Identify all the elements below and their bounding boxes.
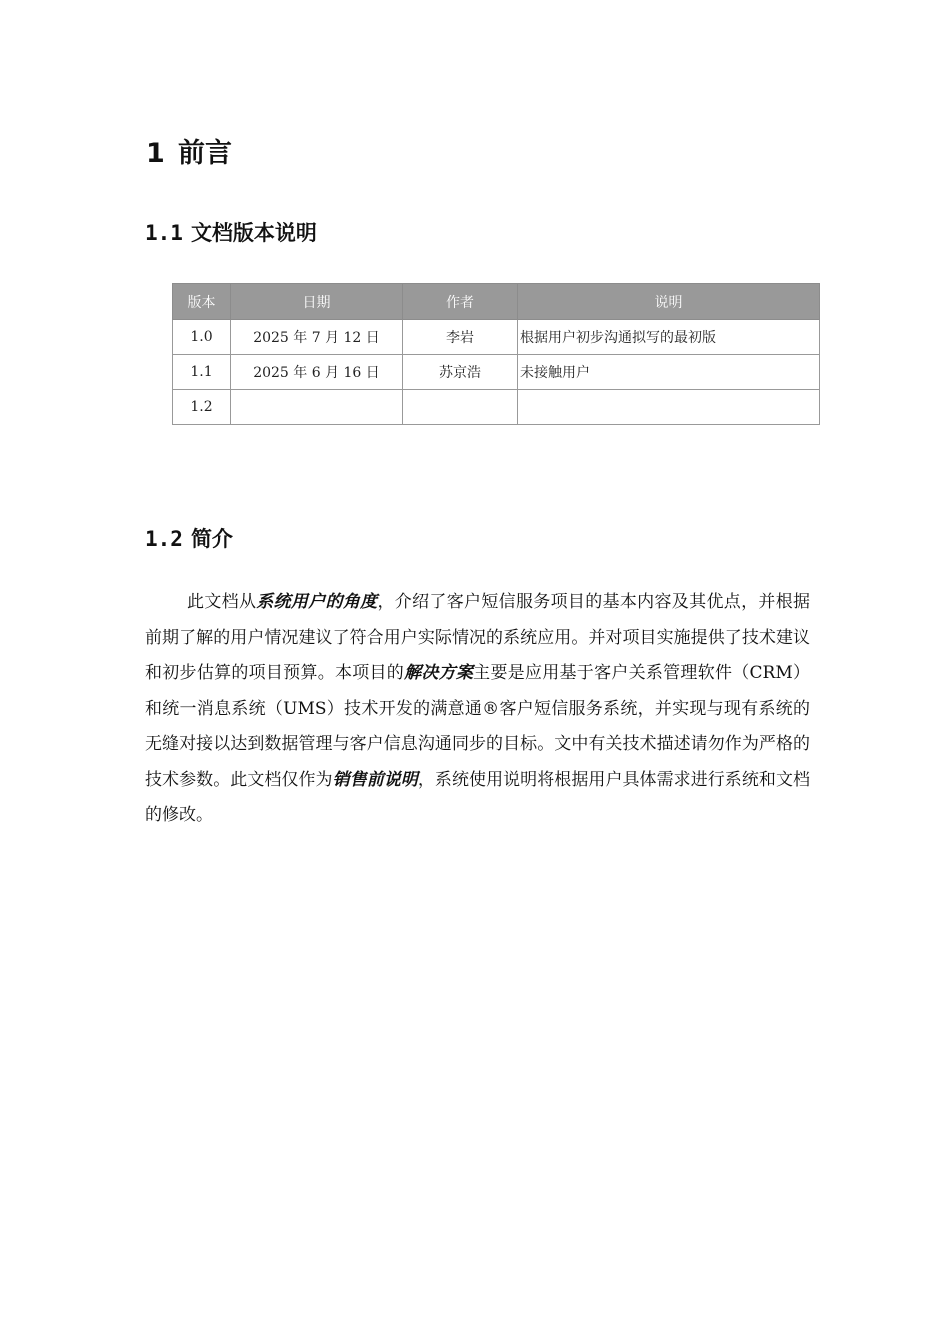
section-number: 1.2 xyxy=(145,527,183,551)
section-heading-version xyxy=(145,218,317,248)
emphasis-presales: 销售前说明 xyxy=(332,769,418,790)
intro-text: 主要是应用基于客户关系管理软件（CRM）和统一消息系统（UMS）技术开发的满意通®客户短信服务系统，并实现与现有系统的无缝对接以达到数据管理与客户信息沟通同步的目标。文中有关技术描述请勿作为严格的技术参数。此文档仅作为 xyxy=(145,663,811,790)
section-title: 文档版本说明 xyxy=(190,221,317,245)
header-description: 说明 xyxy=(518,284,820,320)
intro-paragraph xyxy=(145,585,810,834)
cell-description: 根据用户初步沟通拟写的最初版 xyxy=(518,320,820,355)
table-row xyxy=(173,355,820,390)
version-table xyxy=(172,283,820,425)
cell-date: 2025 年 7 月 12 日 xyxy=(231,320,403,355)
table-header-row xyxy=(173,284,820,320)
intro-text: 此文档从 xyxy=(187,592,257,612)
chapter-heading xyxy=(146,134,232,174)
cell-description: 未接触用户 xyxy=(518,355,820,390)
section-number: 1.1 xyxy=(145,221,183,245)
chapter-number: 1 xyxy=(146,138,165,169)
cell-author xyxy=(403,390,518,425)
intro-text: ，介绍了客户短信服务项目的基本内容及其优点，并根据前期了解的用户情况建议了符合用户实际情况的系统应用。并对项目实施提供了技术建议和初步估算的项目预算。本项目的 xyxy=(145,592,811,683)
chapter-title: 前言 xyxy=(178,138,232,169)
emphasis-user-perspective: 系统用户的角度 xyxy=(256,592,378,612)
cell-description xyxy=(518,390,820,425)
cell-date xyxy=(231,390,403,425)
section-heading-intro xyxy=(145,524,233,554)
cell-version: 1.0 xyxy=(173,320,231,355)
cell-author: 李岩 xyxy=(403,320,518,355)
cell-date: 2025 年 6 月 16 日 xyxy=(231,355,403,390)
header-author: 作者 xyxy=(403,284,518,320)
header-version: 版本 xyxy=(173,284,231,320)
section-title: 简介 xyxy=(190,527,233,551)
table-row xyxy=(173,390,820,425)
emphasis-solution: 解决方案 xyxy=(404,663,474,683)
table-row xyxy=(173,320,820,355)
cell-version: 1.1 xyxy=(173,355,231,390)
intro-text: ，系统使用说明将根据用户具体需求进行系统和文档的修改。 xyxy=(145,769,811,825)
cell-author: 苏京浩 xyxy=(403,355,518,390)
header-date: 日期 xyxy=(231,284,403,320)
cell-version: 1.2 xyxy=(173,390,231,425)
